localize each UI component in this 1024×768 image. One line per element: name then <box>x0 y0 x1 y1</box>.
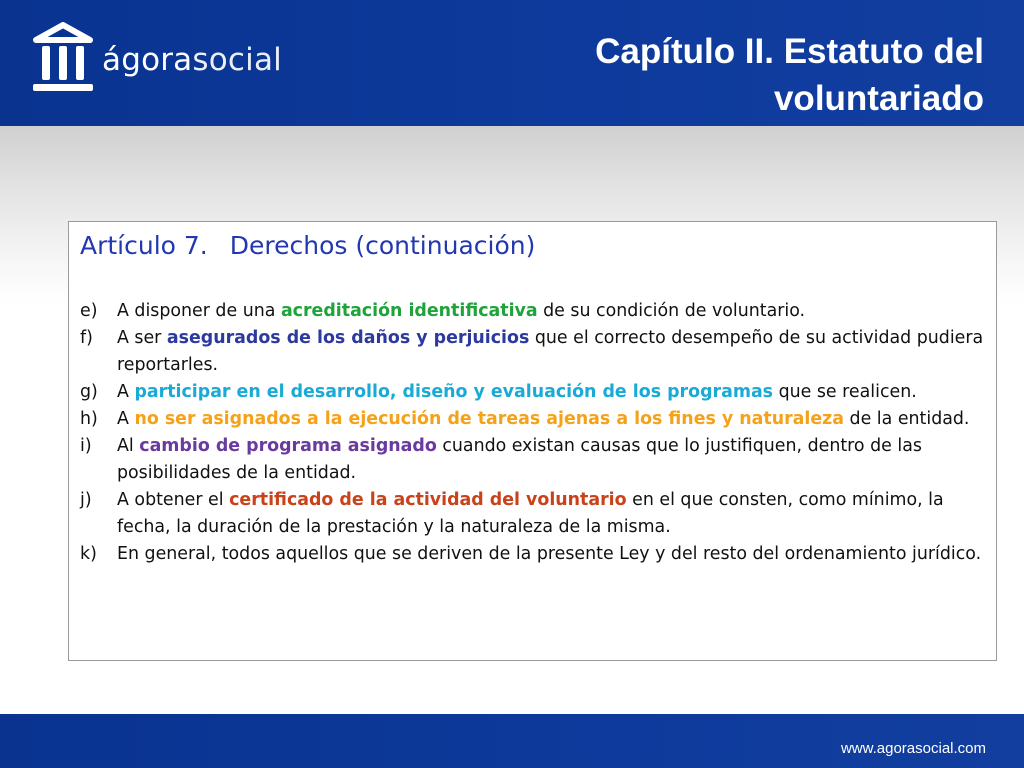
body-text: de su condición de voluntario. <box>537 301 806 321</box>
body-text: A disponer de una <box>117 301 281 321</box>
body-text: en el que consten, como mínimo, la fecha, la duración de la prestación y la naturaleza de la misma. <box>117 490 944 537</box>
rights-list <box>80 298 985 568</box>
logo-text <box>102 42 282 78</box>
list-item <box>80 379 985 406</box>
body-text: A obtener el <box>117 490 230 510</box>
logo <box>30 18 290 98</box>
body-text: cuando existan causas que lo justifiquen, dentro de las posibilidades de la entidad. <box>117 436 922 483</box>
list-item <box>80 298 985 325</box>
list-marker: h) <box>80 409 98 429</box>
body-text: En general, todos aquellos que se deriven de la presente Ley y del resto del ordenamiento jurídico. <box>117 544 982 564</box>
header-bar <box>0 0 1024 126</box>
page-title: Capítulo II. Estatuto del voluntariado <box>595 32 984 118</box>
highlight-text: certificado de la actividad del voluntario <box>229 490 627 510</box>
logo-text-bold: ágora <box>102 42 193 78</box>
list-marker: i) <box>80 436 92 456</box>
body-text: A <box>117 382 135 402</box>
logo-text-light: social <box>192 42 282 78</box>
list-marker: g) <box>80 382 98 402</box>
highlight-text: participar en el desarrollo, diseño y evaluación de los programas <box>134 382 774 402</box>
list-marker: k) <box>80 544 97 564</box>
footer-url: www.agorasocial.com <box>840 740 986 757</box>
list-item <box>80 325 985 379</box>
list-marker: f) <box>80 328 93 348</box>
body-text: que se realicen. <box>773 382 917 402</box>
body-text: A ser <box>117 328 167 348</box>
list-item <box>80 541 985 568</box>
article-box <box>68 221 997 661</box>
body-text: de la entidad. <box>844 409 970 429</box>
building-columns-icon <box>30 22 96 94</box>
highlight-text: no ser asignados a la ejecución de tareas ajenas a los fines y naturaleza <box>134 409 845 429</box>
highlight-text: asegurados de los daños y perjuicios <box>166 328 530 348</box>
footer-bar <box>0 714 1024 768</box>
body-text: que el correcto desempeño de su actividad pudiera reportarles. <box>117 328 984 375</box>
highlight-text: acreditación identificativa <box>280 301 538 321</box>
article-number: Artículo 7. <box>80 231 208 260</box>
highlight-text: cambio de programa asignado <box>139 436 437 456</box>
article-title: Derechos (continuación) <box>229 231 536 260</box>
list-item <box>80 406 985 433</box>
list-item <box>80 487 985 541</box>
list-item <box>80 433 985 487</box>
body-text: A <box>117 409 135 429</box>
list-marker: j) <box>80 490 92 510</box>
body-text: Al <box>117 436 140 456</box>
article-heading <box>80 231 535 260</box>
list-marker: e) <box>80 301 98 321</box>
